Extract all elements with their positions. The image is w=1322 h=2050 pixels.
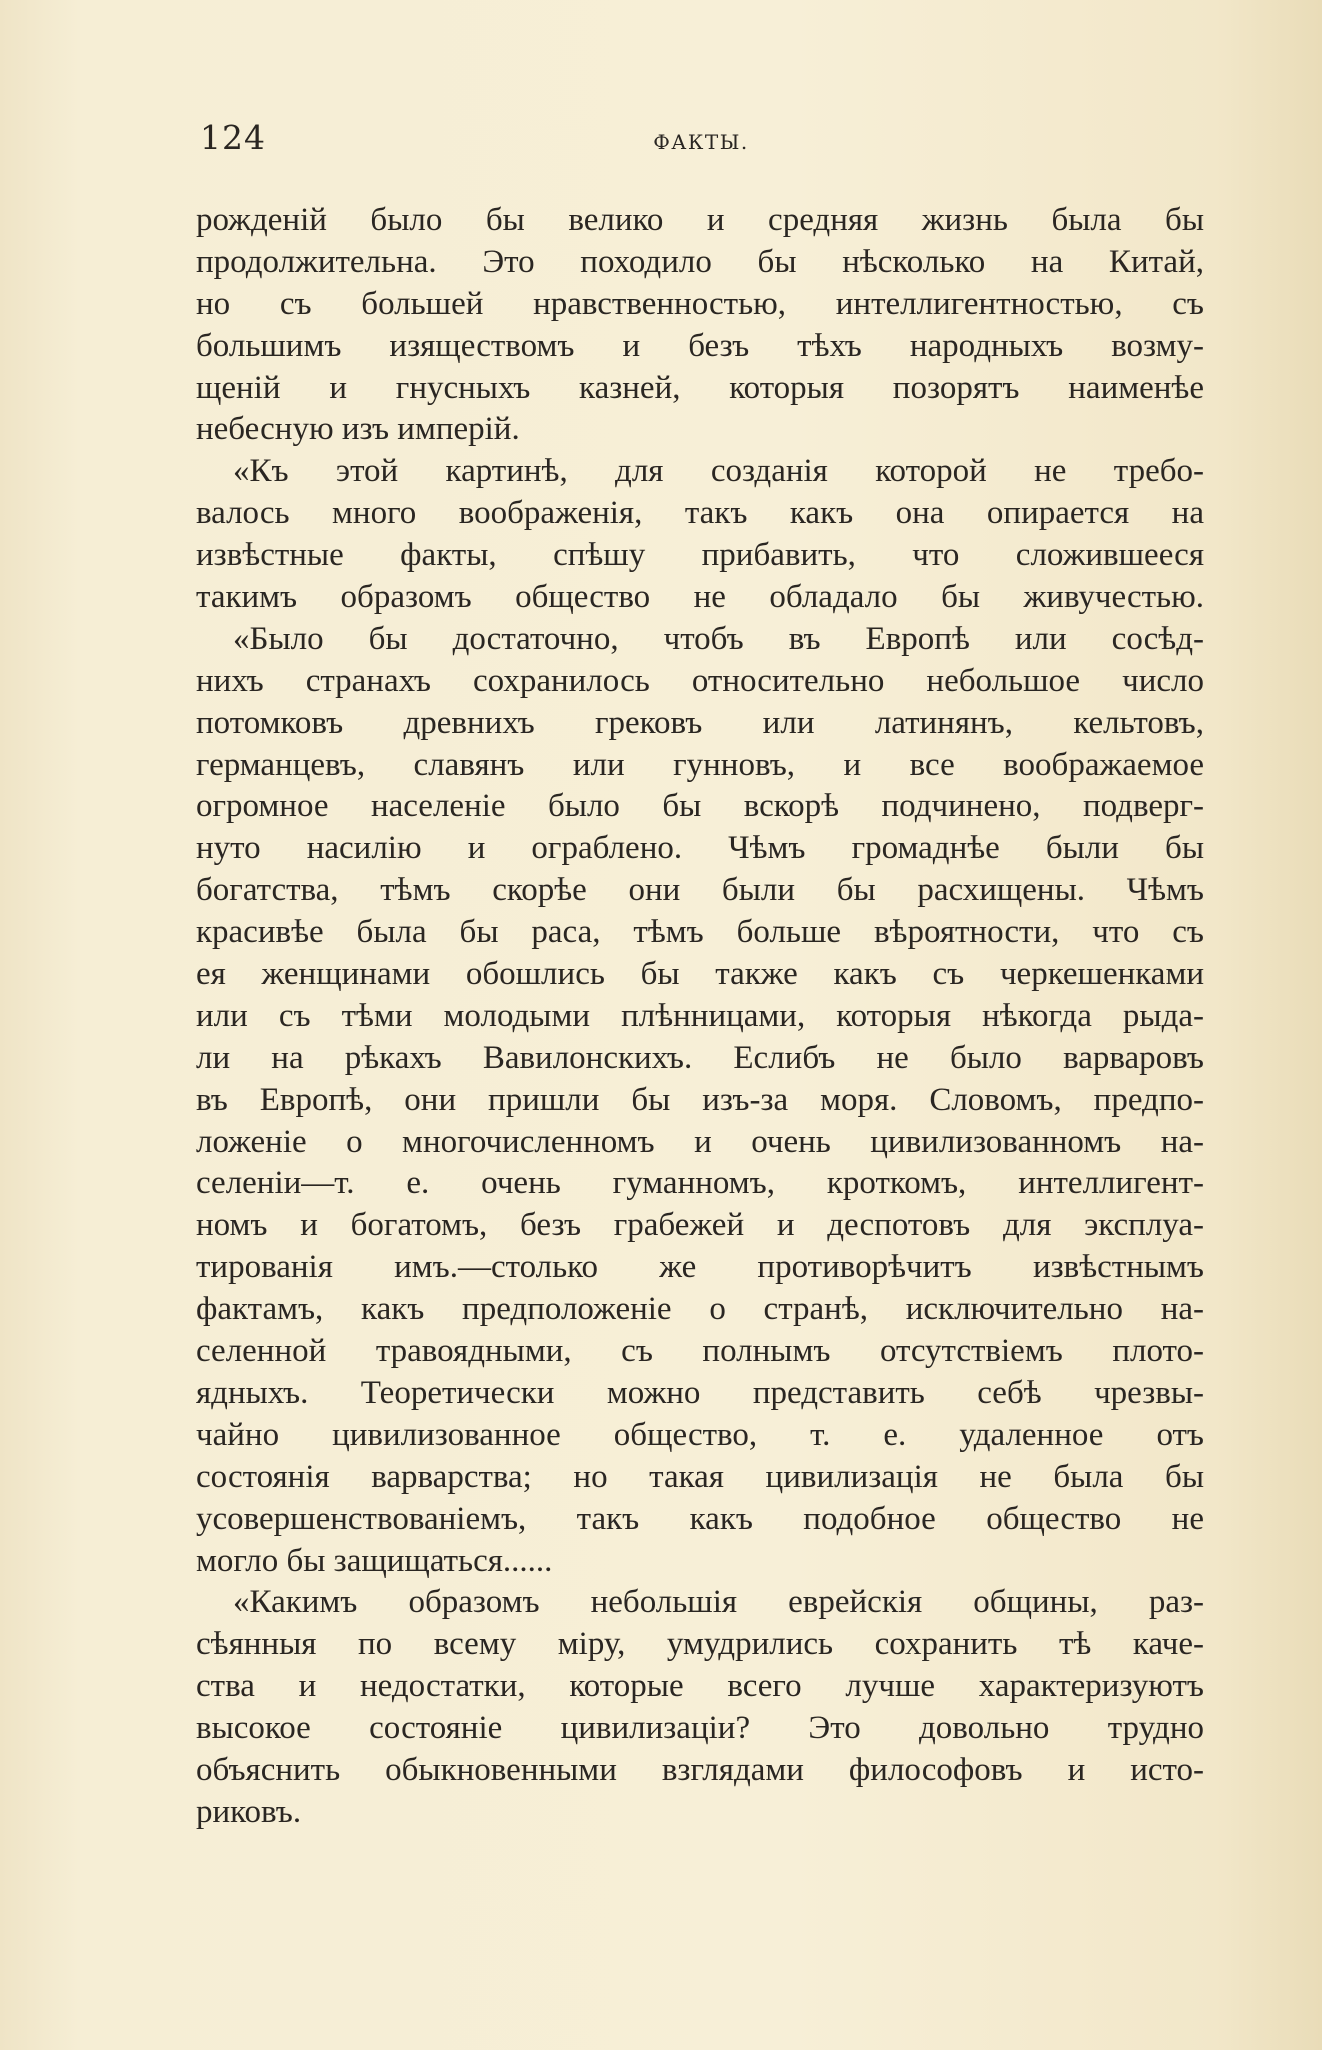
text-line: нуто насилію и ограблено. Чѣмъ громаднѣе были бы: [196, 830, 1204, 867]
text-line: ства и недостатки, которые всего лучше характеризуютъ: [196, 1668, 1204, 1705]
text-line: «Какимъ образомъ небольшія еврейскія общины, раз-: [233, 1584, 1204, 1621]
text-line: валось много воображенія, такъ какъ она опирается на: [196, 495, 1204, 532]
text-line: риковъ.: [196, 1793, 302, 1830]
text-line: чайно цивилизованное общество, т. е. удаленное отъ: [196, 1416, 1204, 1453]
running-title: ФАКТЫ.: [653, 130, 749, 154]
text-line: нихъ странахъ сохранилось относительно небольшое число: [196, 662, 1204, 699]
text-line: «Было бы достаточно, чтобъ въ Европѣ или сосѣд-: [233, 620, 1204, 657]
text-line: въ Европѣ, они пришли бы изъ-за моря. Словомъ, предпо-: [196, 1081, 1204, 1118]
text-line: номъ и богатомъ, безъ грабежей и деспотовъ для эксплуа-: [196, 1207, 1204, 1244]
text-line: извѣстные факты, спѣшу прибавить, что сложившееся: [196, 537, 1204, 574]
text-line: состоянія варварства; но такая цивилизація не была бы: [196, 1458, 1204, 1495]
text-line: объяснить обыкновенными взглядами философовъ и исто-: [196, 1751, 1204, 1788]
text-line: рожденій было бы велико и средняя жизнь была бы: [196, 202, 1204, 238]
text-line: красивѣе была бы раса, тѣмъ больше вѣроятности, что съ: [196, 914, 1204, 951]
text-line: высокое состояніе цивилизаціи? Это довольно трудно: [196, 1710, 1204, 1747]
text-line: тированія имъ.—столько же противорѣчитъ извѣстнымъ: [196, 1249, 1204, 1286]
running-head: [200, 118, 1202, 158]
text-line: могло бы защищаться......: [196, 1542, 553, 1579]
text-line: ложеніе о многочисленномъ и очень цивилизованномъ на-: [196, 1123, 1204, 1160]
text-line: небесную изъ имперій.: [196, 411, 520, 448]
text-line: большимъ изяществомъ и безъ тѣхъ народныхъ возму-: [196, 327, 1204, 364]
body-text: [196, 200, 1204, 1834]
text-line: такимъ образомъ общество не обладало бы живучестью.: [196, 579, 1204, 616]
text-line: селеніи—т. е. очень гуманномъ, кроткомъ, интеллигент-: [196, 1165, 1204, 1202]
page-number: 124: [200, 118, 266, 157]
text-line: щеній и гнусныхъ казней, которыя позорятъ наименѣе: [196, 369, 1204, 406]
text-line: ли на рѣкахъ Вавилонскихъ. Еслибъ не было варваровъ: [196, 1039, 1204, 1076]
text-line: или съ тѣми молодыми плѣнницами, которыя нѣкогда рыда-: [196, 997, 1204, 1034]
text-line: огромное населеніе было бы вскорѣ подчинено, подверг-: [196, 788, 1204, 825]
text-line: селенной травоядными, съ полнымъ отсутствіемъ плото-: [196, 1333, 1204, 1370]
text-line: продолжительна. Это походило бы нѣсколько на Китай,: [196, 243, 1204, 280]
text-line: потомковъ древнихъ грековъ или латинянъ, кельтовъ,: [196, 704, 1204, 741]
text-line: фактамъ, какъ предположеніе о странѣ, исключительно на-: [196, 1291, 1204, 1328]
text-line: но съ большей нравственностью, интеллигентностью, съ: [196, 285, 1204, 322]
text-line: богатства, тѣмъ скорѣе они были бы расхищены. Чѣмъ: [196, 872, 1204, 909]
text-line: усовершенствованіемъ, такъ какъ подобное общество не: [196, 1500, 1204, 1537]
text-line: ея женщинами обошлись бы также какъ съ черкешенками: [196, 956, 1204, 993]
text-line: «Къ этой картинѣ, для созданія которой не требо-: [233, 453, 1204, 490]
text-line: германцевъ, славянъ или гунновъ, и все воображаемое: [196, 746, 1204, 783]
text-line: ядныхъ. Теоретически можно представить себѣ чрезвы-: [196, 1374, 1204, 1411]
text-line: сѣянныя по всему міру, умудрились сохранить тѣ каче-: [196, 1626, 1204, 1663]
